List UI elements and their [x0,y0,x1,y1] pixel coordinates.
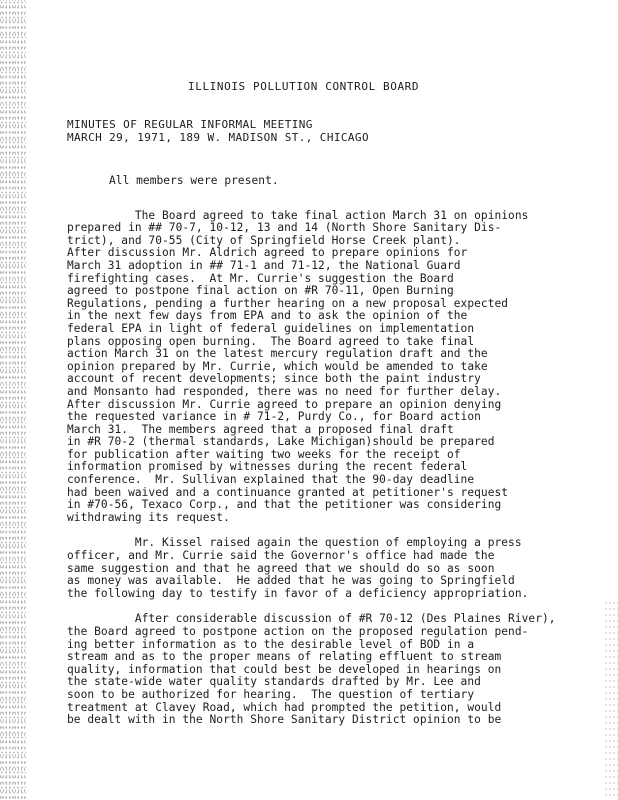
paragraph-line: Mr. Kissel raised again the question of employing a press [67,536,522,550]
paragraph-line: opinion prepared by Mr. Currie, which would be amended to take [67,359,488,373]
scan-edge-noise-right [604,600,618,800]
paragraph-line: information promised by witnesses during the recent federal [67,460,468,474]
letterhead: ILLINOIS POLLUTION CONTROL BOARD [188,80,420,93]
paragraph-line: firefighting cases. At Mr. Currie's suggestion the Board [67,271,454,285]
paragraph-line: federal EPA in light of federal guidelines on implementation [67,321,475,335]
paragraph-line: in #70-56, Texaco Corp., and that the petitioner was considering [67,498,502,512]
paragraph-line: agreed to postpone final action on #R 70-11, Open Burning [67,284,454,298]
paragraph-line: treatment at Clavey Road, which had prompted the petition, would [67,700,502,714]
paragraph-line: prepared in ## 70-7, 10-12, 13 and 14 (North Shore Sanitary Dis- [67,221,502,235]
paragraph [67,537,567,600]
paragraph-line: for publication after waiting two weeks for the receipt of [67,447,461,461]
paragraph-line: in #R 70-2 (thermal standards, Lake Michigan)should be prepared [67,435,495,449]
scan-edge-noise [0,0,26,800]
paragraph-line: stream and as to the proper means of relating effluent to stream [67,650,502,664]
paragraph-line: and Monsanto had responded, there was no need for further delay. [67,384,502,398]
paragraph-line: officer, and Mr. Currie said the Governor's office had made the [67,549,495,563]
minutes-body [67,175,567,727]
paragraph-line: ing better information as to the desirable level of BOD in a [67,637,475,651]
paragraph-line: After discussion Mr. Aldrich agreed to prepare opinions for [67,246,468,260]
paragraph-line: After discussion Mr. Currie agreed to prepare an opinion denying [67,397,502,411]
paragraph-line: The Board agreed to take final action March 31 on opinions [67,208,529,222]
paragraph [67,613,567,726]
paragraph-line: March 31 adoption in ## 71-1 and 71-12, the National Guard [67,258,461,272]
paragraph-line: action March 31 on the latest mercury regulation draft and the [67,347,488,361]
paragraph-line: as money was available. He added that he was going to Springfield [67,574,515,588]
paragraph-line: had been waived and a continuance granted at petitioner's request [67,485,509,499]
paragraph-line: Regulations, pending a further hearing on a new proposal expected [67,296,509,310]
minutes-heading [67,118,369,144]
paragraph-line: the state-wide water quality standards drafted by Mr. Lee and [67,675,481,689]
paragraph-line: the following day to testify in favor of a deficiency appropriation. [67,586,529,600]
paragraph-line: conference. Mr. Sullivan explained that the 90-day deadline [67,473,475,487]
heading-line: MARCH 29, 1971, 189 W. MADISON ST., CHICAGO [67,131,369,144]
paragraph-line: After considerable discussion of #R 70-12 (Des Plaines River), [67,612,556,626]
paragraph-line: the Board agreed to postpone action on the proposed regulation pend- [67,625,529,638]
paragraph-line: quality, information that could best be developed in hearings on [67,662,502,676]
paragraph-line: March 31. The members agreed that a proposed final draft [67,422,454,436]
paragraph-line: plans opposing open burning. The Board agreed to take final [67,334,475,348]
paragraph-line: the requested variance in # 71-2, Purdy Co., for Board action [67,410,481,424]
paragraph-line: account of recent developments; since both the paint industry [67,372,481,386]
paragraph-line: be dealt with in the North Shore Sanitary District opinion to be [67,713,502,727]
paragraph-line: withdrawing its request. [67,510,230,524]
paragraph-line: same suggestion and that he agreed that we should do so as soon [67,561,495,575]
paragraph-line: trict), and 70-55 (City of Springfield Horse Creek plant). [67,233,461,247]
attendance-line: All members were present. [109,174,279,187]
heading-line: MINUTES OF REGULAR INFORMAL MEETING [67,118,313,131]
paragraph-line: in the next few days from EPA and to ask the opinion of the [67,309,468,323]
paragraph [67,210,567,525]
paragraph-line: soon to be authorized for hearing. The question of tertiary [67,687,475,701]
